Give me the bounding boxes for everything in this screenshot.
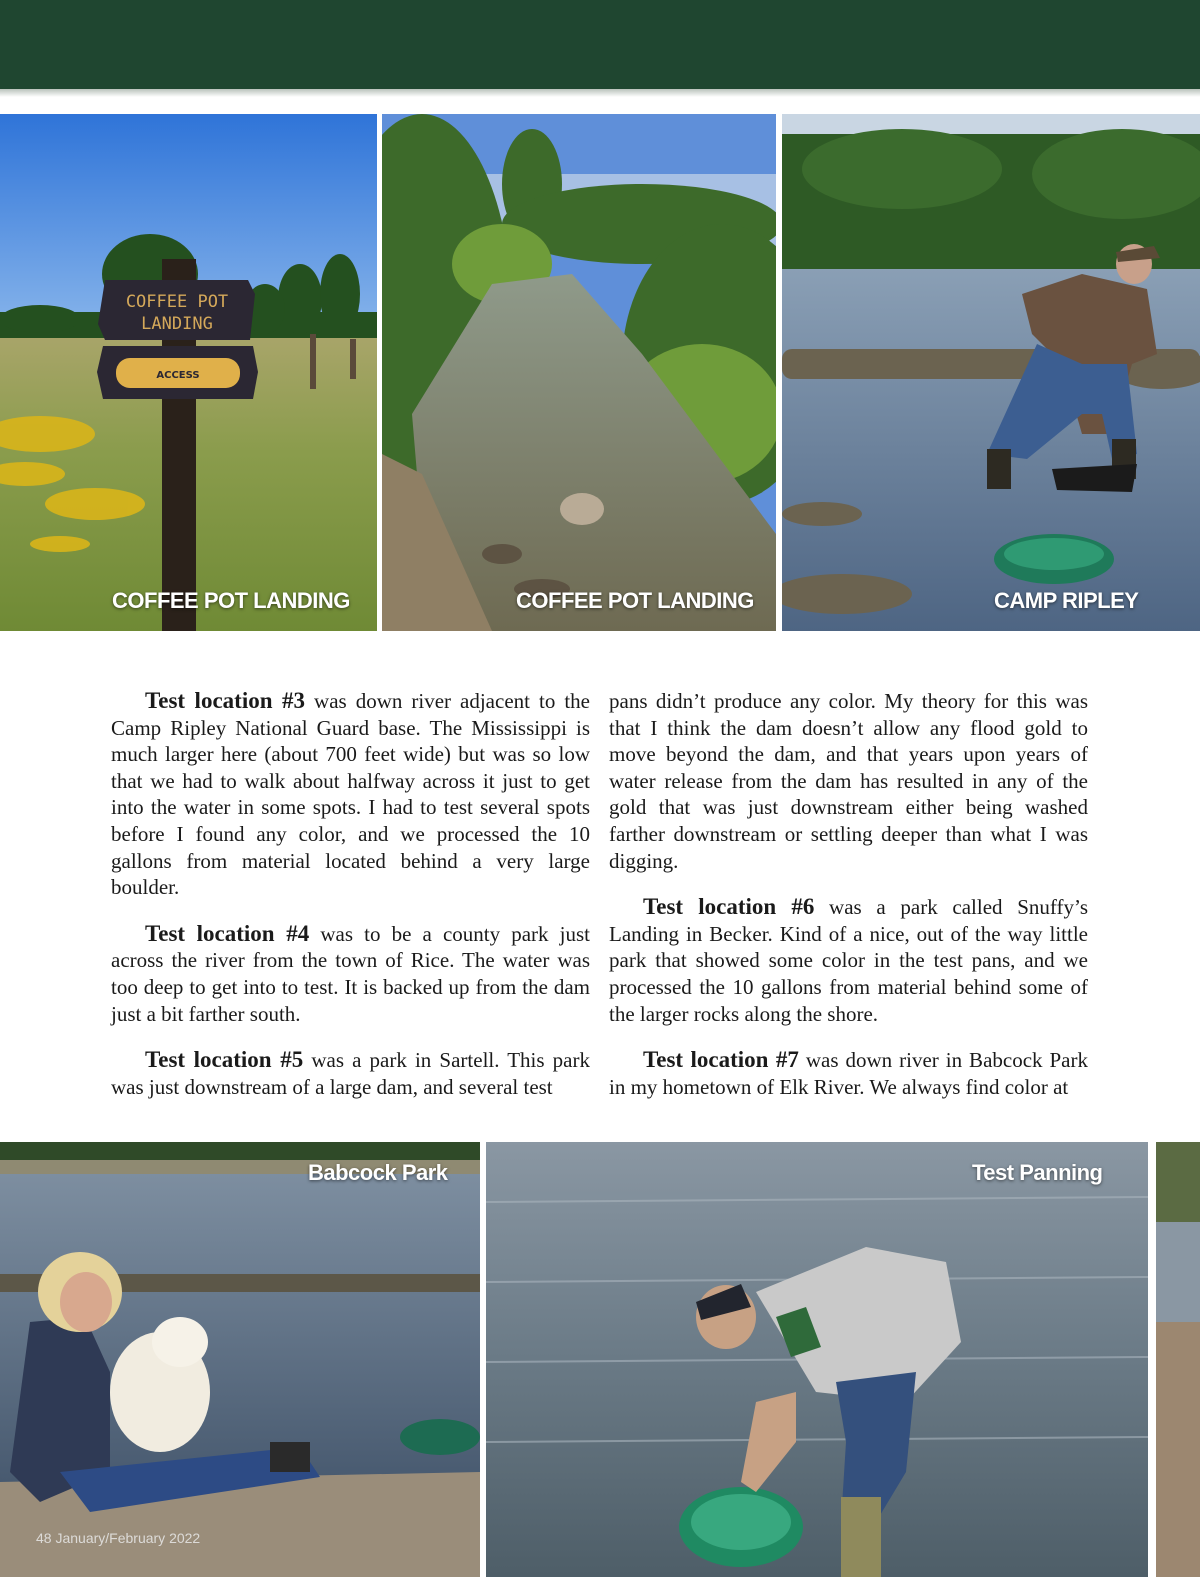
lead-location-7: Test location #7 (643, 1047, 799, 1073)
body-location-7: was down river in Babcock Park in my hometown of Elk River. We always find color at (609, 1048, 1088, 1099)
lead-location-6: Test location #6 (643, 894, 815, 920)
sign-line-1: COFFEE POT (125, 292, 229, 312)
photo-edge-shore (1156, 1142, 1200, 1577)
article-column-right (609, 688, 1088, 1120)
photo-babcock-park (0, 1142, 480, 1577)
photo-caption: CAMP RIPLEY (994, 588, 1139, 613)
creek-illustration (382, 114, 776, 631)
body-location-5: was a park in Sartell. This park was just downstream of a large dam, and several test (111, 1048, 590, 1099)
paragraph-location-6 (609, 894, 1088, 1027)
article-column-left (111, 688, 590, 1120)
paragraph-continued: pans didn’t produce any color. My theory for this was that I think the dam doesn’t allow any flood gold to move beyond the dam, and that years upon years of water release from the dam has resulted in any of the gold that was just downstream either being washed farther downstream or settling deeper than what I was digging. (609, 689, 1088, 873)
sign-line-2: LANDING (141, 314, 213, 334)
photo-coffee-pot-sign (0, 114, 377, 631)
paragraph-location-7 (609, 1047, 1088, 1100)
beach-illustration (0, 1142, 480, 1577)
sign-illustration (0, 114, 377, 631)
photo-caption: Babcock Park (308, 1160, 448, 1185)
lead-location-3: Test location #3 (145, 688, 306, 713)
paragraph-location-5 (111, 1047, 590, 1100)
shore-illustration (1156, 1142, 1200, 1577)
photo-test-panning (486, 1142, 1148, 1577)
sign-access-label: ACCESS (156, 370, 200, 381)
lead-location-5: Test location #5 (145, 1047, 304, 1073)
lead-location-4: Test location #4 (145, 920, 310, 946)
header-shadow (0, 89, 1200, 97)
photo-coffee-pot-creek (382, 114, 776, 631)
panning-illustration (486, 1142, 1148, 1577)
photo-camp-ripley (782, 114, 1200, 631)
body-location-6: was a park called Snuffy’s Landing in Becker. Kind of a nice, out of the way little park that showed some color in the test pans, and we processed the 10 gallons from material behind some of the larger rocks along the shore. (609, 895, 1088, 1026)
page-folio: 48 January/February 2022 (36, 1530, 201, 1546)
body-location-4: was to be a county park just across the river from the town of Rice. The water was too deep to get into to test. It is backed up from the dam just a bit farther south. (111, 921, 590, 1026)
paragraph-location-4 (111, 921, 590, 1027)
paragraph-location-3 (111, 688, 590, 901)
river-illustration (782, 114, 1200, 631)
photo-caption: COFFEE POT LANDING (112, 588, 350, 613)
photo-caption: Test Panning (972, 1160, 1103, 1185)
header-band (0, 0, 1200, 89)
body-location-3: was down river adjacent to the Camp Ripley National Guard base. The Mississippi is much larger here (about 700 feet wide) but was so low that we had to walk about halfway across it just to get into the water in some spots. I had to test several spots before I found any color, and we processed the 10 gallons from material located behind a very large boulder. (111, 689, 590, 900)
photo-caption: COFFEE POT LANDING (516, 588, 754, 613)
